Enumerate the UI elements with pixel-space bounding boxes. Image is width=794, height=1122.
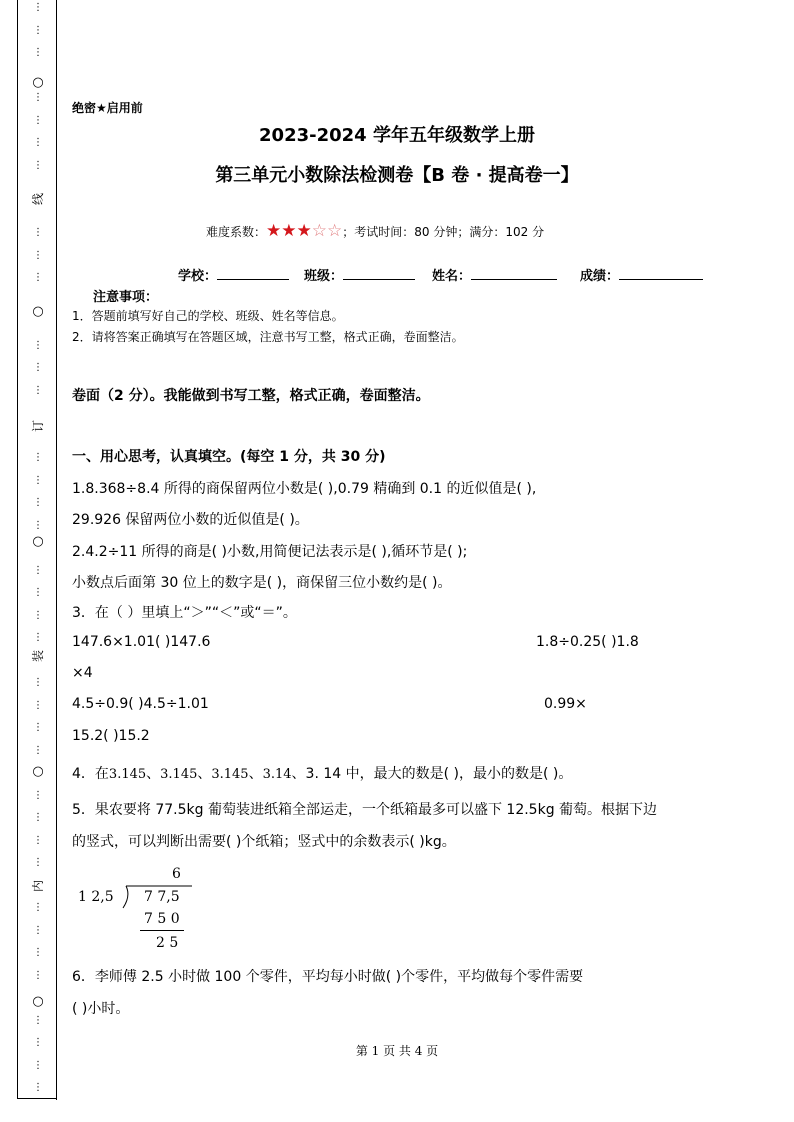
secret-label: 绝密★启用前 [72, 101, 143, 115]
binding-dots: ⋮ [33, 722, 43, 733]
q3-item-b-wrap: 15.2( )15.2 [72, 728, 150, 744]
division-divisor: 1 2,5 [78, 889, 114, 905]
q2-line: 小数点后面第 30 位上的数字是( )，商保留三位小数约是( )。 [72, 575, 452, 591]
score-label: 成绩： [580, 269, 620, 284]
binding-dots: ⋮ [33, 1082, 43, 1093]
difficulty-label: 难度系数： [206, 225, 267, 239]
name-blank[interactable] [471, 265, 557, 280]
binding-dots: ⋮ [33, 947, 43, 958]
q4-separator: 、 [248, 766, 263, 782]
binding-dots: ⋮ [33, 227, 43, 238]
q6-line: ( )小时。 [72, 1001, 130, 1017]
score-field[interactable] [580, 265, 703, 284]
q3-item-b-right: 0.99× [544, 696, 587, 712]
binding-dots: ⋮ [33, 1037, 43, 1048]
notes-title: 注意事项： [93, 290, 159, 305]
binding-dots: ⋮ [33, 677, 43, 688]
class-label: 班级： [304, 269, 344, 284]
difficulty-row [206, 223, 544, 240]
q4-number: 3.145 [160, 767, 198, 782]
q5-line: 5．果农要将 77.5kg 葡萄装进纸箱全部运走，一个纸箱最多可以盛下 12.5kg 葡萄。根据下边 [72, 802, 658, 818]
q4-line [72, 763, 572, 783]
section1-heading: 一、用心思考，认真填空。(每空 1 分，共 30 分) [72, 449, 386, 465]
binding-dots: ⋮ [33, 47, 43, 58]
page-footer: 第 1 页 共 4 页 [355, 1044, 439, 1058]
binding-dots: ⋮ [33, 790, 43, 801]
q4-suffix: 、3. 14 中，最大的数是( )，最小的数是( )。 [291, 766, 573, 782]
division-remainder: 2 5 [156, 935, 179, 951]
q3-line: 3．在（ ）里填上“＞”“＜”或“＝”。 [72, 605, 297, 621]
title-line-2: 第三单元小数除法检测卷【B 卷 · 提高卷一】 [215, 165, 579, 186]
binding-circle: ○ [32, 75, 44, 90]
binding-dots: ⋮ [33, 272, 43, 283]
class-field[interactable] [304, 265, 415, 284]
binding-dots: ⋮ [33, 902, 43, 913]
q3-item-a-right: 1.8÷0.25( )1.8 [536, 634, 639, 650]
binding-dots: ⋮ [33, 700, 43, 711]
binding-dots: ⋮ [33, 857, 43, 868]
binding-dots: ⋮ [33, 1060, 43, 1071]
binding-dots: ⋮ [33, 970, 43, 981]
binding-dots: ⋮ [33, 92, 43, 103]
school-field[interactable] [178, 265, 289, 284]
star-filled-icon: ★ [266, 221, 282, 241]
binding-dots: ⋮ [33, 452, 43, 463]
school-label: 学校： [178, 269, 218, 284]
q4-prefix: 4．在 [72, 766, 109, 782]
note-item: 2．请将答案正确填写在答题区域，注意书写工整，格式正确，卷面整洁。 [72, 330, 464, 344]
binding-dots: ⋮ [33, 587, 43, 598]
juanmian-line: 卷面（2 分）。我能做到书写工整，格式正确，卷面整洁。 [72, 388, 430, 404]
star-empty-icon: ☆ [311, 221, 328, 241]
binding-dots: ⋮ [33, 497, 43, 508]
star-filled-icon: ★ [281, 221, 297, 241]
binding-dots: ⋮ [33, 115, 43, 126]
binding-dots: ⋮ [33, 632, 43, 643]
star-empty-icon: ☆ [327, 221, 343, 241]
binding-circle: ○ [32, 994, 44, 1009]
difficulty-stars [266, 221, 343, 241]
title-line-1: 2023-2024 学年五年级数学上册 [259, 125, 535, 146]
q4-separator: 、 [197, 766, 212, 782]
class-blank[interactable] [343, 265, 415, 280]
binding-dots: ⋮ [33, 475, 43, 486]
q6-line: 6．李师傅 2.5 小时做 100 个零件，平均每小时做( )个零件，平均做每个零件需要 [72, 969, 584, 985]
q4-separator: 、 [146, 766, 161, 782]
q2-line: 2.4.2÷11 所得的商是( )小数,用简便记法表示是( ),循环节是( ); [72, 544, 468, 560]
binding-circle: ○ [32, 304, 44, 319]
binding-char: 内 [31, 880, 45, 893]
difficulty-info: ；考试时间：80 分钟；满分：102 分 [342, 225, 545, 239]
q3-item-b-left: 4.5÷0.9( )4.5÷1.01 [72, 696, 209, 712]
q4-number: 3.145 [108, 767, 147, 782]
binding-dots: ⋮ [33, 745, 43, 756]
binding-circle: ○ [32, 534, 44, 549]
q3-item-a-left: 147.6×1.01( )147.6 [72, 634, 211, 650]
binding-dots: ⋮ [33, 1015, 43, 1026]
name-label: 姓名： [432, 269, 472, 284]
binding-circle: ○ [32, 764, 44, 779]
binding-dots: ⋮ [33, 250, 43, 261]
division-underline [140, 930, 184, 931]
binding-dots: ⋮ [33, 565, 43, 576]
note-item: 1．答题前填写好自己的学校、班级、姓名等信息。 [72, 309, 344, 323]
binding-dots: ⋮ [33, 925, 43, 936]
binding-dots: ⋮ [33, 160, 43, 171]
binding-dots: ⋮ [33, 812, 43, 823]
binding-char: 装 [31, 650, 45, 663]
binding-dots: ⋮ [33, 362, 43, 373]
q3-item-a-wrap: ×4 [72, 665, 93, 681]
division-product: 7 5 0 [144, 911, 180, 927]
binding-dots: ⋮ [33, 520, 43, 531]
score-blank[interactable] [619, 265, 703, 280]
division-dividend: 7 7,5 [144, 889, 180, 905]
name-field[interactable] [432, 265, 557, 284]
star-filled-icon: ★ [296, 221, 312, 241]
binding-char: 订 [31, 420, 45, 433]
binding-dots: ⋮ [33, 2, 43, 13]
q1-line: 1.8.368÷8.4 所得的商保留两位小数是( ),0.79 精确到 0.1 的近似值是( ), [72, 481, 537, 497]
binding-dots: ⋮ [33, 835, 43, 846]
q4-number: 3.145 [211, 767, 249, 782]
binding-dots: ⋮ [33, 610, 43, 621]
q1-line: 29.926 保留两位小数的近似值是( )。 [72, 512, 309, 528]
binding-char: 线 [31, 193, 45, 206]
binding-dots: ⋮ [33, 25, 43, 36]
division-quotient: 6 [172, 866, 181, 882]
q5-line: 的竖式，可以判断出需要( )个纸箱；竖式中的余数表示( )kg。 [72, 834, 456, 850]
binding-dots: ⋮ [33, 137, 43, 148]
binding-dots: ⋮ [33, 385, 43, 396]
binding-dots: ⋮ [33, 340, 43, 351]
school-blank[interactable] [217, 265, 289, 280]
q4-number: 3.14 [262, 767, 292, 782]
